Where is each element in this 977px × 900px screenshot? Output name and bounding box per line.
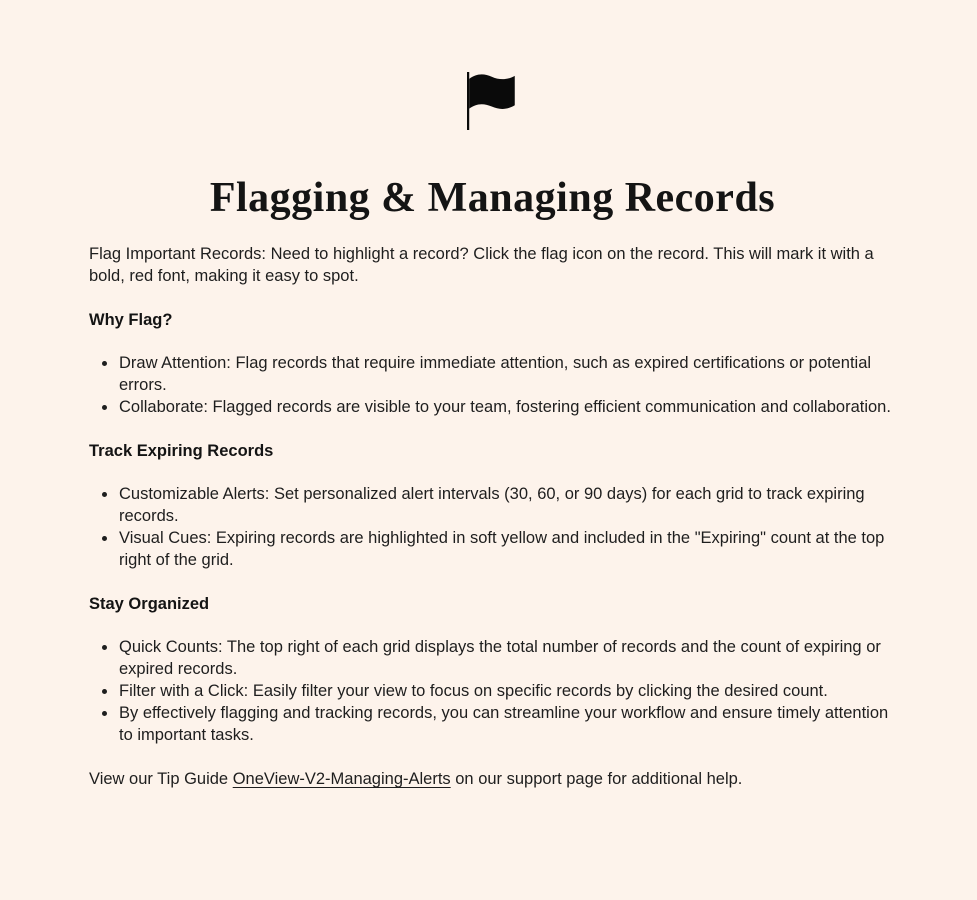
- list-item: • Quick Counts: The top right of each grid displays the total number of records and the count of expiring or expired records.: [118, 636, 896, 680]
- list-item: • Draw Attention: Flag records that require immediate attention, such as expired certifications or potential errors.: [118, 352, 896, 396]
- track-expiring-list: [89, 483, 896, 571]
- section-heading-why-flag: Why Flag?: [89, 311, 173, 329]
- footer-suffix: on our support page for additional help.: [450, 770, 743, 788]
- list-item: • Customizable Alerts: Set personalized alert intervals (30, 60, or 90 days) for each grid to track expiring records.: [118, 483, 896, 527]
- section-heading-track-expiring: Track Expiring Records: [89, 442, 274, 460]
- why-flag-list: [89, 352, 896, 418]
- list-item: • Filter with a Click: Easily filter your view to focus on specific records by clicking the desired count.: [118, 680, 896, 702]
- stay-organized-list: [89, 636, 896, 746]
- section-heading-stay-organized: Stay Organized: [89, 595, 210, 613]
- tip-guide-link[interactable]: OneView-V2-Managing-Alerts: [232, 770, 451, 788]
- flag-icon: [89, 72, 896, 130]
- intro-paragraph: Flag Important Records: Need to highlight a record? Click the flag icon on the record. This will mark it with a bold, red font, making it easy to spot.: [89, 245, 874, 285]
- footer-prefix: View our Tip Guide: [89, 770, 233, 788]
- list-item: • Collaborate: Flagged records are visible to your team, fostering efficient communication and collaboration.: [118, 396, 896, 418]
- footer-note: [89, 768, 896, 790]
- list-item: • By effectively flagging and tracking records, you can streamline your workflow and ensure timely attention to important tasks.: [118, 702, 896, 746]
- list-item: • Visual Cues: Expiring records are highlighted in soft yellow and included in the "Expiring" count at the top right of the grid.: [118, 527, 896, 571]
- page-title: Flagging & Managing Records: [209, 175, 776, 221]
